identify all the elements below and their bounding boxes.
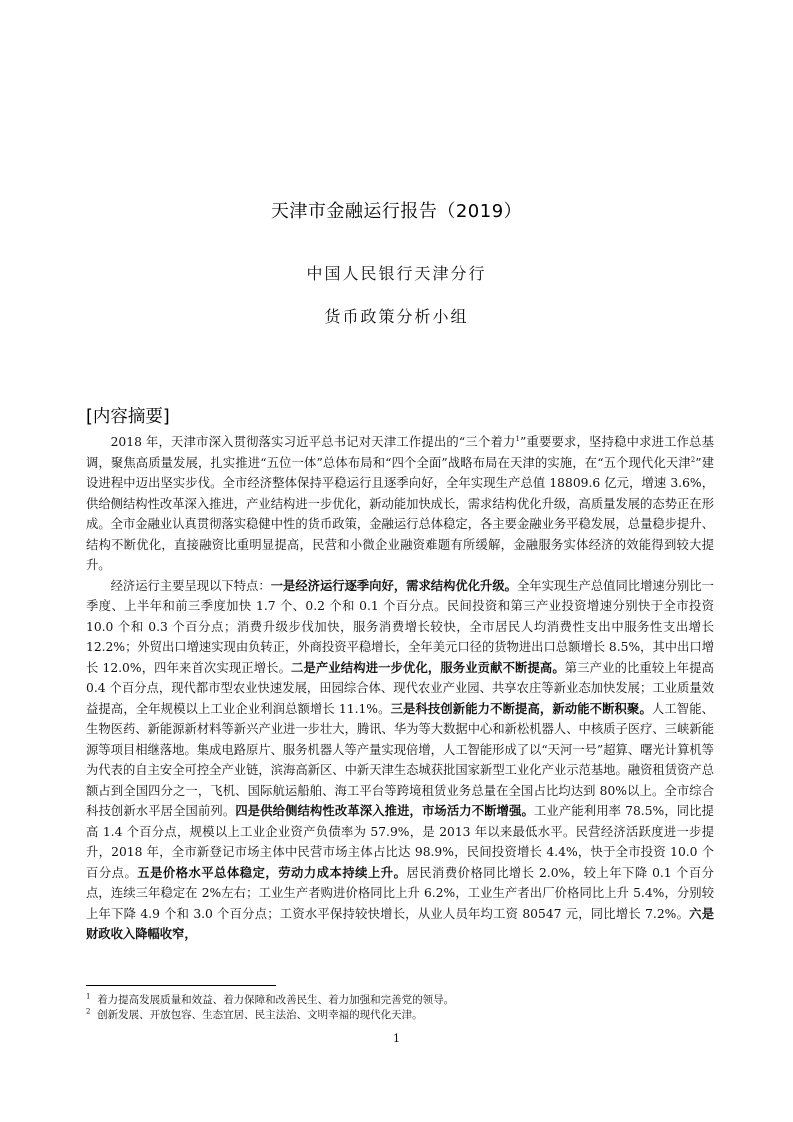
- report-title: 天津市金融运行报告（2019）: [270, 201, 523, 222]
- page-number: 1: [393, 1032, 400, 1045]
- p2-bold-point-3: 三是科技创新能力不断提高，新动能不断积聚。: [390, 700, 652, 716]
- abstract-body: [86, 432, 714, 945]
- p1-text-1: 2018 年，天津市深入贯彻落实习近平总书记对天津工作提出的“三个着力: [110, 435, 516, 449]
- p2-bold-point-6: 六是财政收入降幅收窄，: [86, 905, 714, 941]
- footnote-2: [86, 1008, 714, 1023]
- author-group: 货币政策分析小组: [324, 307, 469, 326]
- p2-text-3: 人工智能、生物医药、新能源新材料等新兴产业进一步壮大，腾讯、华为等大数据中心和新松机器人、中核质子医疗、三峡新能源等项目相继落地。集成电路原片、服务机器人等产量实现倍增，人工智能形成了以“天河一号”超算、曙光计算机等为代表的自主安全可控全产业链，滨海高新区、中新天津生态城获批国家新型工业化产业示范基地。融资租赁资产总额占到全国四分之一，飞机、国际航运船舶、海工平台等跨境租赁业务总量在全国占比均达到 80%以上。全市综合科技创新水平居全国前列。: [86, 701, 714, 818]
- footnote-1: [86, 993, 714, 1008]
- abstract-paragraph-2: [86, 576, 714, 945]
- p1-text-2: ”重要要求，坚持稳中求进工作总基调，聚焦高质量发展，扎实推进“五位一体”总体布局和“四个全面”战略布局在天津的实施，在“五个现代化天津: [86, 435, 714, 470]
- p2-bold-point-2: 二是产业结构进一步优化，服务业贡献不断提高。: [291, 659, 565, 675]
- p2-text-2: 第三产业的比重较上年提高 0.4 个百分点，现代都市型农业快速发展，田园综合体、现代农业产业园、共享农庄等新业态加快发展；工业质量效益提高，全年规模以上工业企业利润总额增长 11.1%。: [86, 660, 714, 716]
- footnote-ref-2[interactable]: 2: [690, 455, 696, 464]
- footnote-mark: 1: [86, 992, 91, 1001]
- p2-bold-point-4: 四是供给侧结构性改革深入推进，市场活力不断增强。: [235, 803, 534, 818]
- p2-bold-point-5: 五是价格水平总体稳定，劳动力成本持续上升。: [137, 864, 407, 880]
- footnote-mark: 2: [86, 1007, 91, 1015]
- footnote-text: 着力提高发展质量和效益、着力保障和改善民生、着力加强和完善党的领导。: [97, 994, 455, 1006]
- p2-text-5: 居民消费价格同比增长 2.0%，较上年下降 0.1 个百分点，连续三年稳定在 2%左右；工业生产者购进价格同比上升 6.2%，工业生产者出厂价格同比上升 5.4%，分别较上年下降 4.9 个和 3.0 个百分点；工资水平保持较快增长，从业人员年均工资 80547 元，同比增长 7.2%。: [86, 865, 714, 921]
- p2-text-4: 工业产能利用率 78.5%，同比提高 1.4 个百分点，规模以上工业企业资产负债率为 57.9%，是 2013 年以来最低水平。民营经济活跃度进一步提升，2018 年，全市新登记市场主体中民营市场主体占比达 98.9%，民间投资增长 4.4%，快于全市投资 10.0 个百分点。: [86, 804, 714, 880]
- author-organization: 中国人民银行天津分行: [306, 264, 487, 283]
- footnotes: [86, 993, 714, 1022]
- p2-text-1: 全年实现生产总值同比增速分别比一季度、上半年和前三季度加快 1.7 个、0.2 个和 0.1 个百分点。民间投资和第三产业投资增速分别快于全市投资 10.0 个和 0.3 个百分点；消费升级步伐加快，服务消费增长较快，全市居民人均消费性支出中服务性支出增长 12.2%；外贸出口增速实现由负转正，外商投资平稳增长，全年美元口径的货物进出口总额增长 8.5%，其中出口增长 12.0%，四年来首次实现正增长。: [86, 578, 714, 675]
- abstract-heading: [内容摘要]: [86, 407, 170, 427]
- p2-bold-point-1: 一是经济运行逐季向好，需求结构优化升级。: [270, 577, 517, 593]
- footnote-divider: [86, 985, 276, 986]
- abstract-paragraph-1: [86, 432, 714, 576]
- p1-text-3: ”建设进程中迈出坚实步伐。全市经济整体保持平稳运行且逐季向好，全年实现生产总值 18809.6 亿元，增速 3.6%，供给侧结构性改革深入推进，产业结构进一步优化，新动能加快成长，需求结构优化升级，高质量发展的态势正在形成。全市金融业认真贯彻落实稳健中性的货币政策，金融运行总体稳定，各主要金融业务平稳发展，总量稳步提升、结构不断优化，直接融资比重明显提高，民营和小微企业融资难题有所缓解，金融服务实体经济的效能得到较大提升。: [86, 455, 715, 572]
- footnote-text: 创新发展、开放包容、生态宜居、民主法治、文明幸福的现代化天津。: [97, 1008, 423, 1021]
- p2-intro: 经济运行主要呈现以下特点：: [110, 578, 271, 593]
- footnote-ref-1[interactable]: 1: [515, 434, 520, 443]
